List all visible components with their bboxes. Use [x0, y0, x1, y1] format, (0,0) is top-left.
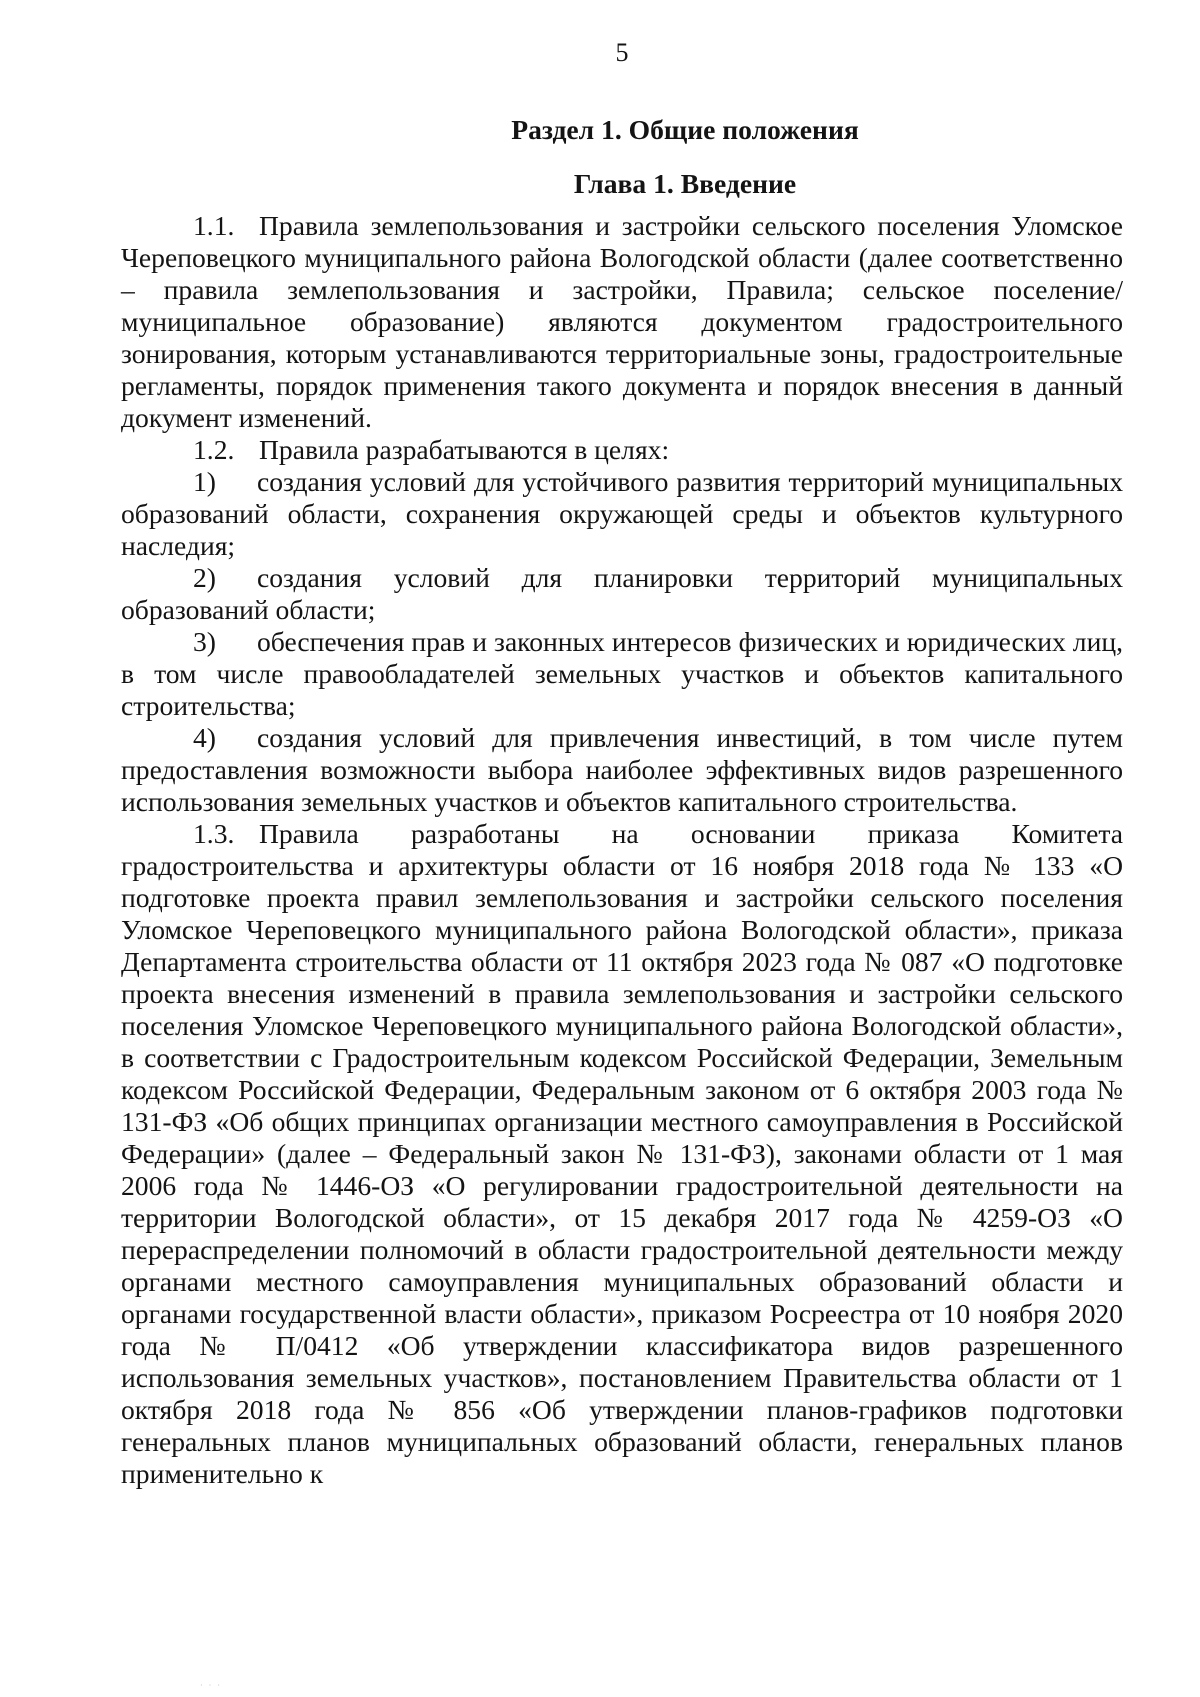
page-number: 5	[615, 38, 629, 67]
paragraph-text: Правила разработаны на основании приказа Комитета градостроительства и архитектуры области от 16 ноября 2018 года № 133 «О подготовке проекта правил землепользования и застройки сельского поселения Уломское Череповецкого муниципального района Вологодской области», приказа Департамента строительства области от 11 октября 2023 года № 087 «О подготовке проекта внесения изменений в правила землепользования и застройки сельского поселения Уломское Череповецкого муниципального района Вологодской области», в соответствии с Градостроительным кодексом Российской Федерации, Земельным кодексом Российской Федерации, Федеральным законом от 6 октября 2003 года № 131-ФЗ «Об общих принципах организации местного самоуправления в Российской Федерации» (далее – Федеральный закон № 131-ФЗ), законами области от 1 мая 2006 года № 1446-ОЗ «О регулировании градостроительной деятельности на территории Вологодской области», от 15 декабря 2017 года № 4259-ОЗ «О перераспределении полномочий в области градостроительной деятельности между органами местного самоуправления муниципальных образований области и органами государственной власти области», приказом Росреестра от 10 ноября 2020 года № П/0412 «Об утверждении классификатора видов разрешенного использования земельных участков», постановлением Правительства области от 1 октября 2018 года № 856 «Об утверждении планов-графиков подготовки генеральных планов муниципальных образований области, генеральных планов применительно к	[121, 818, 1123, 1489]
paragraph-number: 1.2.	[193, 434, 235, 465]
section-heading: Раздел 1. Общие положения	[511, 114, 859, 145]
goal-number: 2)	[193, 562, 216, 593]
paragraph-text: Правила землепользования и застройки сельского поселения Уломское Череповецкого муниципального района Вологодской области (далее соответственно – правила землепользования и застройки, Правила; сельское поселение/муниципальное образование) являются документом градостроительного зонирования, которым устанавливаются территориальные зоны, градостроительные регламенты, порядок применения такого документа и порядок внесения в данный документ изменений.	[121, 210, 1123, 433]
scan-artifact: · · ·	[200, 1681, 222, 1690]
goal-text: создания условий для планировки территорий муниципальных образований области;	[121, 562, 1123, 625]
paragraph-1-3	[121, 818, 1123, 1490]
goal-number: 1)	[193, 466, 216, 497]
goal-text: обеспечения прав и законных интересов физических и юридических лиц, в том числе правообладателей земельных участков и объектов капитального строительства;	[121, 626, 1123, 721]
paragraph-1-2	[121, 434, 1123, 466]
chapter-heading: Глава 1. Введение	[573, 168, 797, 199]
goal-text: создания условий для привлечения инвестиций, в том числе путем предоставления возможности выбора наиболее эффективных видов разрешенного использования земельных участков и объектов капитального строительства.	[121, 722, 1123, 817]
paragraph-number: 1.3.	[193, 818, 235, 849]
goal-item-4	[121, 722, 1123, 818]
goal-number: 3)	[193, 626, 216, 657]
goal-text: создания условий для устойчивого развития территорий муниципальных образований области, сохранения окружающей среды и объектов культурного наследия;	[121, 466, 1123, 561]
goal-item-2	[121, 562, 1123, 626]
paragraph-text: Правила разрабатываются в целях:	[259, 434, 670, 465]
paragraph-number: 1.1.	[193, 210, 235, 241]
document-body	[121, 114, 1123, 1490]
goal-item-1	[121, 466, 1123, 562]
goal-number: 4)	[193, 722, 216, 753]
goal-item-3	[121, 626, 1123, 722]
paragraph-1-1	[121, 210, 1123, 434]
